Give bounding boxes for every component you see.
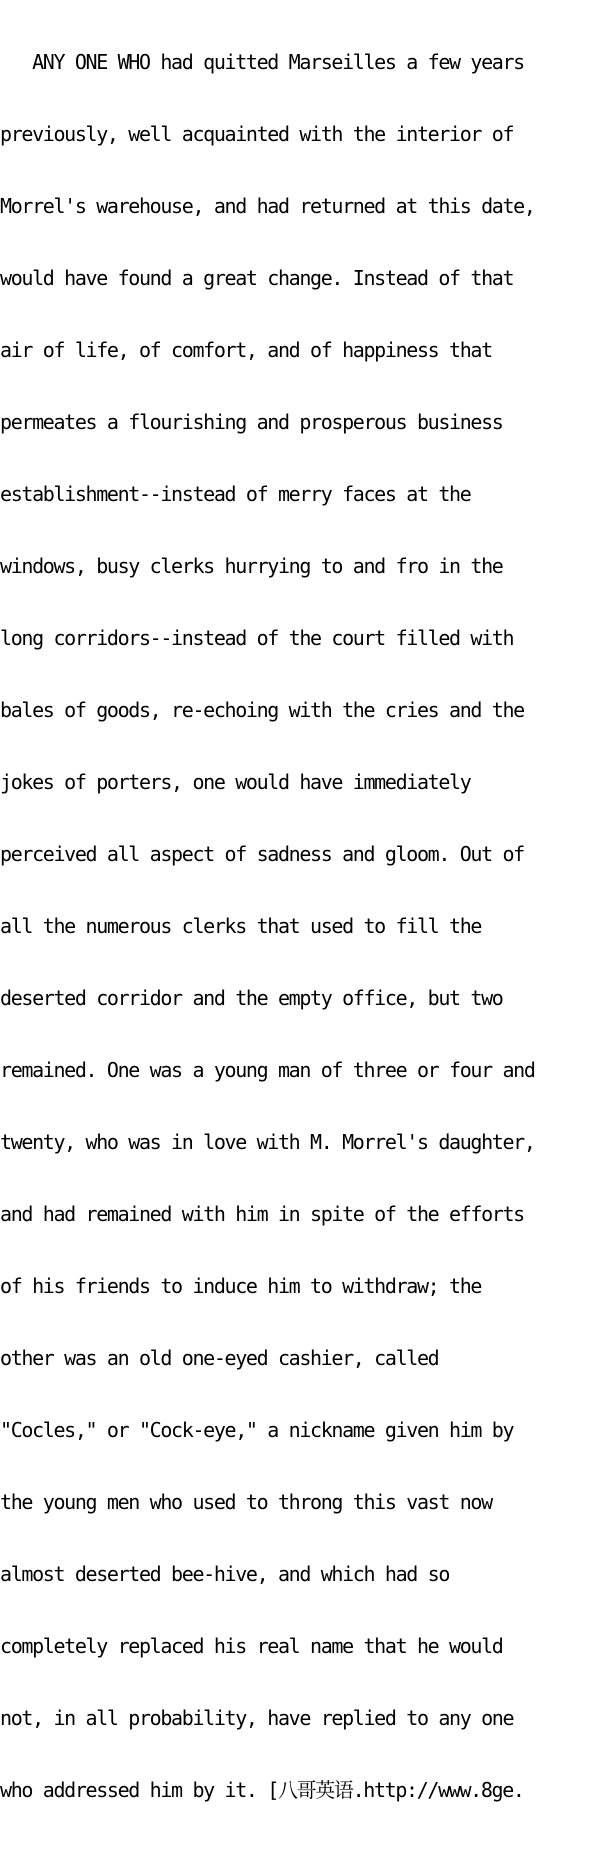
text-line: who addressed him by it. [八哥英语.http://www.8ge. xyxy=(0,1778,524,1802)
text-line: almost deserted bee-hive, and which had so xyxy=(0,1562,450,1586)
text-line: not, in all probability, have replied to any one xyxy=(0,1706,514,1730)
text-line: previously, well acquainted with the interior of xyxy=(0,122,514,146)
text-line: remained. One was a young man of three or four and xyxy=(0,1058,535,1082)
text-line: establishment--instead of merry faces at the xyxy=(0,482,471,506)
text-line: long corridors--instead of the court filled with xyxy=(0,626,514,650)
text-line: the young men who used to throng this vast now xyxy=(0,1490,492,1514)
text-line: deserted corridor and the empty office, but two xyxy=(0,986,503,1010)
text-line: jokes of porters, one would have immediately xyxy=(0,770,471,794)
text-line: of his friends to induce him to withdraw; the xyxy=(0,1274,482,1298)
text-line: "Cocles," or "Cock-eye," a nickname given him by xyxy=(0,1418,514,1442)
text-line: would have found a great change. Instead of that xyxy=(0,266,514,290)
text-line: windows, busy clerks hurrying to and fro in the xyxy=(0,554,503,578)
text-line: completely replaced his real name that he would xyxy=(0,1634,503,1658)
text-line: all the numerous clerks that used to fill the xyxy=(0,914,482,938)
text-line: ANY ONE WHO had quitted Marseilles a few years xyxy=(0,50,524,74)
body-text xyxy=(0,2,600,1850)
text-line: Morrel's warehouse, and had returned at this date, xyxy=(0,194,535,218)
text-line: perceived all aspect of sadness and gloom. Out of xyxy=(0,842,524,866)
text-line: twenty, who was in love with M. Morrel's daughter, xyxy=(0,1130,535,1154)
text-line: other was an old one-eyed cashier, called xyxy=(0,1346,439,1370)
text-line: and had remained with him in spite of the efforts xyxy=(0,1202,524,1226)
text-line: permeates a flourishing and prosperous business xyxy=(0,410,503,434)
text-line: bales of goods, re-echoing with the cries and the xyxy=(0,698,524,722)
text-line: air of life, of comfort, and of happiness that xyxy=(0,338,492,362)
